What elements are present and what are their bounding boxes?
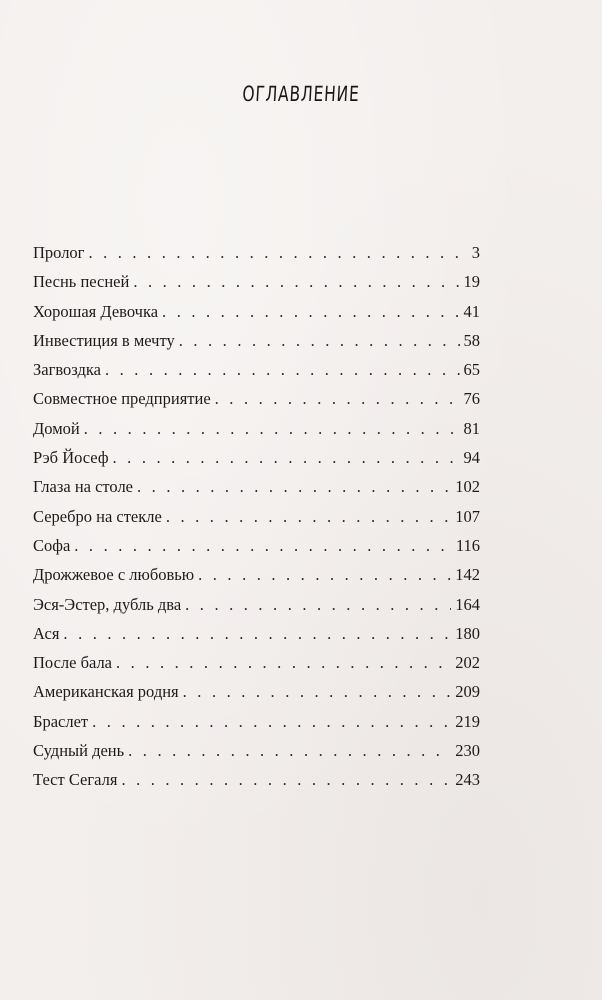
dot-leader bbox=[128, 736, 451, 765]
toc-entry-page: 209 bbox=[455, 682, 480, 702]
dot-leader bbox=[105, 355, 460, 384]
toc-entry-title: Инвестиция в мечту bbox=[33, 330, 175, 350]
toc-entry-title: Совместное предприятие bbox=[33, 389, 211, 409]
toc-entry-page: 164 bbox=[455, 594, 480, 614]
toc-entry[interactable] bbox=[33, 648, 480, 677]
dot-leader bbox=[74, 531, 452, 560]
toc-entry-title: После бала bbox=[33, 653, 113, 673]
toc-entry-page: 142 bbox=[455, 565, 480, 585]
toc-entry-page: 102 bbox=[455, 477, 480, 497]
dot-leader bbox=[121, 765, 451, 794]
toc-entry-title: Браслет bbox=[33, 711, 89, 731]
toc-entry-title: Судный день bbox=[33, 741, 125, 761]
toc-entry[interactable] bbox=[33, 677, 480, 706]
toc-entry[interactable] bbox=[33, 267, 480, 296]
dot-leader bbox=[63, 619, 451, 648]
toc-entry-title: Песнь песней bbox=[33, 272, 130, 292]
toc-entry-title: Дрожжевое с любовью bbox=[33, 565, 195, 585]
toc-entry[interactable] bbox=[33, 736, 480, 765]
toc-entry[interactable] bbox=[33, 297, 480, 326]
dot-leader bbox=[137, 472, 451, 501]
toc-entry[interactable] bbox=[33, 502, 480, 531]
dot-leader bbox=[179, 326, 460, 355]
dot-leader bbox=[116, 648, 451, 677]
toc-entry-page: 180 bbox=[455, 623, 480, 643]
table-of-contents bbox=[33, 238, 480, 795]
dot-leader bbox=[92, 707, 451, 736]
toc-entry-title: Тест Сегаля bbox=[33, 770, 118, 790]
dot-leader bbox=[133, 267, 459, 296]
toc-entry[interactable] bbox=[33, 707, 480, 736]
dot-leader bbox=[88, 238, 467, 267]
toc-entry-title: Глаза на столе bbox=[33, 477, 134, 497]
toc-entry-page: 58 bbox=[463, 330, 480, 350]
toc-entry-title: Рэб Йосеф bbox=[33, 448, 109, 468]
toc-entry-page: 230 bbox=[455, 741, 480, 761]
dot-leader bbox=[162, 297, 459, 326]
toc-entry-page: 116 bbox=[455, 535, 480, 555]
toc-entry-page: 41 bbox=[463, 301, 480, 321]
dot-leader bbox=[215, 384, 460, 413]
toc-entry-page: 65 bbox=[463, 360, 480, 380]
toc-entry[interactable] bbox=[33, 384, 480, 413]
dot-leader bbox=[113, 443, 460, 472]
toc-entry[interactable] bbox=[33, 619, 480, 648]
page-title: ОГЛАВЛЕНИЕ bbox=[241, 82, 361, 107]
toc-entry-title: Ася bbox=[33, 623, 60, 643]
dot-leader bbox=[185, 590, 451, 619]
toc-entry-title: Домой bbox=[33, 418, 80, 438]
dot-leader bbox=[198, 560, 451, 589]
toc-entry-title: Пролог bbox=[33, 243, 85, 262]
toc-entry[interactable] bbox=[33, 443, 480, 472]
toc-entry[interactable] bbox=[33, 472, 480, 501]
toc-entry[interactable] bbox=[33, 531, 480, 560]
toc-entry[interactable] bbox=[33, 560, 480, 589]
toc-entry-title: Загвоздка bbox=[33, 360, 101, 380]
toc-entry[interactable] bbox=[33, 355, 480, 384]
toc-entry[interactable] bbox=[33, 326, 480, 355]
toc-entry-page: 3 bbox=[471, 243, 480, 262]
dot-leader bbox=[166, 502, 451, 531]
toc-entry-page: 76 bbox=[463, 389, 480, 409]
toc-entry-page: 243 bbox=[455, 770, 480, 790]
toc-entry[interactable] bbox=[33, 414, 480, 443]
toc-entry-page: 81 bbox=[463, 418, 480, 438]
toc-entry-page: 19 bbox=[463, 272, 480, 292]
toc-entry[interactable] bbox=[33, 238, 480, 267]
dot-leader bbox=[84, 414, 460, 443]
toc-entry-page: 202 bbox=[455, 653, 480, 673]
toc-entry-title: Американская родня bbox=[33, 682, 179, 702]
dot-leader bbox=[183, 677, 452, 706]
toc-entry-page: 94 bbox=[463, 448, 480, 468]
toc-entry-page: 219 bbox=[455, 711, 480, 731]
toc-entry-title: Софа bbox=[33, 535, 71, 555]
toc-entry-title: Хорошая Девочка bbox=[33, 301, 159, 321]
toc-entry-title: Серебро на стекле bbox=[33, 506, 162, 526]
toc-entry[interactable] bbox=[33, 590, 480, 619]
toc-entry-page: 107 bbox=[455, 506, 480, 526]
toc-entry[interactable] bbox=[33, 765, 480, 794]
toc-entry-title: Эся-Эстер, дубль два bbox=[33, 594, 182, 614]
